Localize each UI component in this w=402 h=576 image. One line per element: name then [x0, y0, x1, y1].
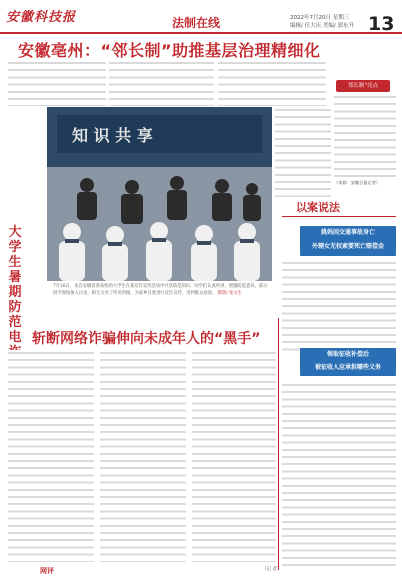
case-body	[282, 260, 396, 352]
case-title-box	[300, 226, 396, 256]
editor-line: 编辑/ 任大庆 美编/ 郭东升	[290, 23, 354, 29]
news-photo	[47, 107, 272, 281]
page-number: 13	[368, 13, 395, 35]
article-credit: （来源：安徽日报记者）	[334, 180, 381, 185]
side2-title-box	[300, 348, 396, 376]
body-col-6	[275, 200, 293, 210]
masthead: 安徽科技报	[6, 10, 77, 25]
case-title-line-2: 外甥女无权索要死亡赔偿金	[311, 243, 384, 250]
bottom-author: （记 者）	[262, 567, 282, 572]
body-col-3	[218, 60, 326, 106]
bottom-body-2	[100, 350, 186, 562]
body-col-5	[275, 107, 331, 197]
commentary-label	[40, 566, 54, 576]
caption-text: 7月16日，来自安徽省各高校的大学生在某反诈宣传活动中共享防范知识，同学们认真听讲，增强防范意识。部分同学现场加入讨论，相互分享了所见所闻，为家乡百姓进行反诈宣传，受到群众欢迎。	[53, 284, 268, 297]
article-headline: 安徽亳州：“邻长制”助推基层治理精细化	[18, 41, 321, 60]
bottom-headline: 斩断网络诈骗伸向未成年人的“黑手”	[32, 331, 261, 347]
body-col-4	[334, 94, 396, 178]
side2-title-line-1: 领取征收补偿后	[326, 351, 369, 358]
side2-body	[282, 382, 396, 568]
page-header	[0, 0, 402, 34]
side2-title-line-2: 被征收人应承担哪些义务	[314, 364, 381, 371]
case-divider	[282, 216, 396, 217]
column-separator	[278, 318, 279, 570]
date-block	[290, 14, 354, 30]
photo-caption	[53, 283, 271, 298]
case-title-line-1: 姚妈因交通事故身亡	[320, 229, 375, 236]
body-col-2	[109, 60, 214, 106]
bottom-body-3	[192, 350, 276, 562]
side-title-badge: 邻长制”亮点	[336, 80, 390, 92]
svg-text:知 识 共 享: 知 识 共 享	[72, 126, 153, 145]
bottom-body-1	[8, 350, 94, 562]
commentary-label-text: 网评	[40, 567, 54, 575]
photo-credit: 摄影/ 张文生	[217, 291, 242, 297]
vertical-label: 大学生暑期防范电	[8, 225, 22, 345]
date-line: 2022年7月20日 星期三	[290, 15, 350, 21]
body-col-1	[8, 60, 106, 106]
case-law-label: 以案说法	[296, 201, 340, 214]
section-name: 法制在线	[172, 16, 221, 30]
